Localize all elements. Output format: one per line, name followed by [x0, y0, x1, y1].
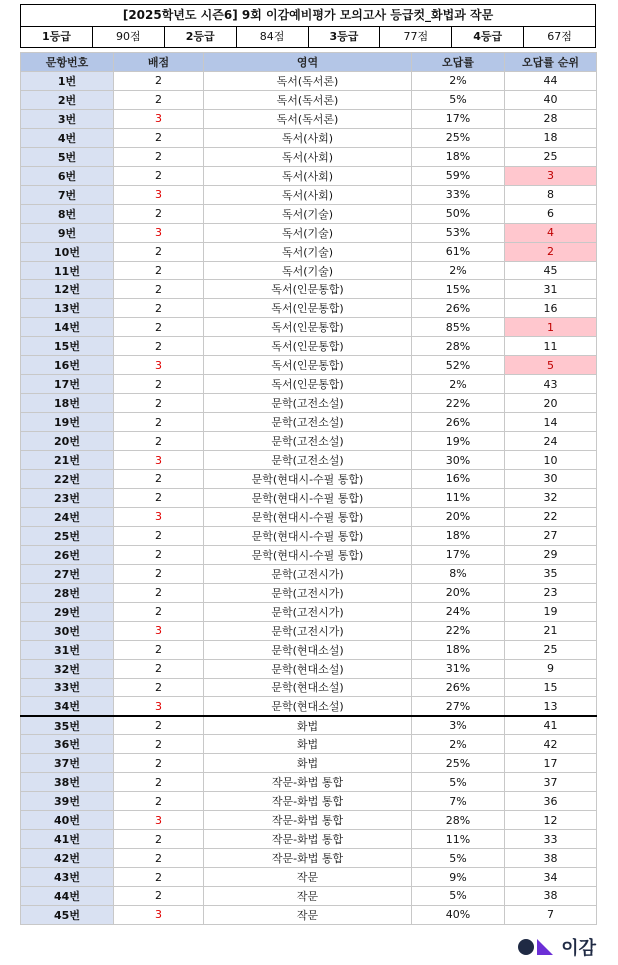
- points-cell: 3: [114, 507, 204, 526]
- error-rank-cell: 36: [505, 792, 597, 811]
- table-row: [21, 147, 597, 166]
- question-number-cell: 7번: [21, 185, 114, 204]
- table-body: [21, 72, 597, 925]
- error-rank-cell: 28: [505, 109, 597, 128]
- question-number-cell: 17번: [21, 375, 114, 394]
- table-row: [21, 621, 597, 640]
- error-rate-cell: 5%: [412, 90, 505, 109]
- question-number-cell: 33번: [21, 678, 114, 697]
- error-rate-cell: 25%: [412, 754, 505, 773]
- error-rate-cell: 31%: [412, 659, 505, 678]
- points-cell: 2: [114, 564, 204, 583]
- question-number-cell: 31번: [21, 640, 114, 659]
- error-rate-cell: 33%: [412, 185, 505, 204]
- error-rate-cell: 18%: [412, 640, 505, 659]
- question-number-cell: 19번: [21, 413, 114, 432]
- table-row: [21, 223, 597, 242]
- question-number-cell: 45번: [21, 905, 114, 924]
- area-cell: 문학(고전소설): [204, 451, 412, 470]
- error-rank-cell: 37: [505, 773, 597, 792]
- error-rank-cell: 1: [505, 318, 597, 337]
- error-rank-cell: 10: [505, 451, 597, 470]
- area-cell: 문학(현대시-수필 통합): [204, 545, 412, 564]
- page-title: [2025학년도 시즌6] 9회 이감예비평가 모의고사 등급컷_화법과 작문: [21, 5, 595, 27]
- question-number-cell: 41번: [21, 830, 114, 849]
- table-row: [21, 564, 597, 583]
- table-row: [21, 678, 597, 697]
- error-rate-cell: 30%: [412, 451, 505, 470]
- error-rate-cell: 53%: [412, 223, 505, 242]
- points-cell: 3: [114, 109, 204, 128]
- points-cell: 2: [114, 735, 204, 754]
- question-number-cell: 18번: [21, 394, 114, 413]
- table-row: [21, 470, 597, 489]
- table-row: [21, 318, 597, 337]
- question-number-cell: 42번: [21, 849, 114, 868]
- error-rank-cell: 32: [505, 488, 597, 507]
- question-number-cell: 24번: [21, 507, 114, 526]
- points-cell: 2: [114, 147, 204, 166]
- error-rank-cell: 19: [505, 602, 597, 621]
- area-cell: 문학(현대시-수필 통합): [204, 488, 412, 507]
- area-cell: 문학(현대시-수필 통합): [204, 470, 412, 489]
- column-header-question: 문항번호: [21, 53, 114, 72]
- error-rank-cell: 35: [505, 564, 597, 583]
- question-number-cell: 30번: [21, 621, 114, 640]
- grade-1-score: 90점: [93, 27, 165, 47]
- error-rank-cell: 20: [505, 394, 597, 413]
- error-rate-cell: 18%: [412, 526, 505, 545]
- area-cell: 작문-화법 통합: [204, 811, 412, 830]
- area-cell: 독서(기술): [204, 223, 412, 242]
- question-number-cell: 39번: [21, 792, 114, 811]
- error-rate-cell: 2%: [412, 261, 505, 280]
- points-cell: 2: [114, 413, 204, 432]
- error-rate-cell: 22%: [412, 621, 505, 640]
- error-rate-cell: 5%: [412, 773, 505, 792]
- question-number-cell: 25번: [21, 526, 114, 545]
- error-rank-cell: 45: [505, 261, 597, 280]
- area-cell: 문학(고전시가): [204, 564, 412, 583]
- table-row: [21, 185, 597, 204]
- table-row: [21, 583, 597, 602]
- question-number-cell: 11번: [21, 261, 114, 280]
- points-cell: 2: [114, 72, 204, 91]
- points-cell: 2: [114, 394, 204, 413]
- error-rate-cell: 15%: [412, 280, 505, 299]
- table-row: [21, 488, 597, 507]
- error-rank-cell: 16: [505, 299, 597, 318]
- question-number-cell: 34번: [21, 697, 114, 716]
- question-number-cell: 44번: [21, 886, 114, 905]
- points-cell: 2: [114, 678, 204, 697]
- area-cell: 문학(고전시가): [204, 583, 412, 602]
- area-cell: 작문-화법 통합: [204, 830, 412, 849]
- area-cell: 문학(고전소설): [204, 413, 412, 432]
- table-row: [21, 886, 597, 905]
- table-row: [21, 109, 597, 128]
- question-number-cell: 26번: [21, 545, 114, 564]
- table-row: [21, 905, 597, 924]
- error-rank-cell: 4: [505, 223, 597, 242]
- error-rate-cell: 85%: [412, 318, 505, 337]
- error-rank-cell: 14: [505, 413, 597, 432]
- table-row: [21, 451, 597, 470]
- area-cell: 문학(고전시가): [204, 621, 412, 640]
- error-rate-cell: 17%: [412, 109, 505, 128]
- area-cell: 독서(사회): [204, 185, 412, 204]
- area-cell: 화법: [204, 735, 412, 754]
- error-rate-cell: 16%: [412, 470, 505, 489]
- question-number-cell: 35번: [21, 716, 114, 735]
- error-rate-cell: 20%: [412, 583, 505, 602]
- points-cell: 2: [114, 659, 204, 678]
- points-cell: 2: [114, 337, 204, 356]
- question-number-cell: 1번: [21, 72, 114, 91]
- area-cell: 문학(현대소설): [204, 697, 412, 716]
- points-cell: 2: [114, 432, 204, 451]
- points-cell: 2: [114, 470, 204, 489]
- error-rank-cell: 27: [505, 526, 597, 545]
- table-row: [21, 526, 597, 545]
- table-row: [21, 432, 597, 451]
- question-number-cell: 27번: [21, 564, 114, 583]
- question-number-cell: 22번: [21, 470, 114, 489]
- error-rank-cell: 9: [505, 659, 597, 678]
- points-cell: 2: [114, 602, 204, 621]
- table-row: [21, 128, 597, 147]
- error-rank-cell: 8: [505, 185, 597, 204]
- area-cell: 독서(사회): [204, 128, 412, 147]
- points-cell: 2: [114, 716, 204, 735]
- area-cell: 문학(현대소설): [204, 678, 412, 697]
- error-rate-cell: 19%: [412, 432, 505, 451]
- error-rank-cell: 5: [505, 356, 597, 375]
- question-number-cell: 15번: [21, 337, 114, 356]
- error-rate-cell: 18%: [412, 147, 505, 166]
- points-cell: 2: [114, 280, 204, 299]
- area-cell: 독서(독서론): [204, 109, 412, 128]
- area-cell: 문학(현대소설): [204, 659, 412, 678]
- area-cell: 독서(인문통합): [204, 280, 412, 299]
- area-cell: 독서(사회): [204, 147, 412, 166]
- error-rate-cell: 61%: [412, 242, 505, 261]
- error-rank-cell: 25: [505, 640, 597, 659]
- points-cell: 2: [114, 375, 204, 394]
- error-rank-cell: 15: [505, 678, 597, 697]
- question-number-cell: 13번: [21, 299, 114, 318]
- error-rate-cell: 50%: [412, 204, 505, 223]
- points-cell: 2: [114, 204, 204, 223]
- error-rank-cell: 25: [505, 147, 597, 166]
- points-cell: 2: [114, 488, 204, 507]
- points-cell: 2: [114, 886, 204, 905]
- area-cell: 독서(기술): [204, 261, 412, 280]
- points-cell: 2: [114, 583, 204, 602]
- table-row: [21, 602, 597, 621]
- error-rank-cell: 42: [505, 735, 597, 754]
- points-cell: 2: [114, 754, 204, 773]
- area-cell: 독서(독서론): [204, 90, 412, 109]
- points-cell: 2: [114, 261, 204, 280]
- question-number-cell: 4번: [21, 128, 114, 147]
- error-rank-cell: 24: [505, 432, 597, 451]
- area-cell: 문학(현대시-수필 통합): [204, 507, 412, 526]
- area-cell: 문학(고전소설): [204, 394, 412, 413]
- points-cell: 2: [114, 526, 204, 545]
- column-header-points: 배점: [114, 53, 204, 72]
- points-cell: 3: [114, 223, 204, 242]
- error-rank-cell: 3: [505, 166, 597, 185]
- table-row: [21, 375, 597, 394]
- question-number-cell: 37번: [21, 754, 114, 773]
- error-rank-cell: 7: [505, 905, 597, 924]
- error-rank-cell: 34: [505, 868, 597, 887]
- question-number-cell: 12번: [21, 280, 114, 299]
- area-cell: 화법: [204, 716, 412, 735]
- points-cell: 3: [114, 905, 204, 924]
- area-cell: 독서(기술): [204, 242, 412, 261]
- table-row: [21, 659, 597, 678]
- question-number-cell: 3번: [21, 109, 114, 128]
- table-row: [21, 299, 597, 318]
- question-number-cell: 20번: [21, 432, 114, 451]
- table-row: [21, 811, 597, 830]
- error-rate-cell: 11%: [412, 830, 505, 849]
- points-cell: 2: [114, 868, 204, 887]
- error-rank-cell: 30: [505, 470, 597, 489]
- error-rank-cell: 12: [505, 811, 597, 830]
- error-rank-cell: 40: [505, 90, 597, 109]
- error-rank-cell: 11: [505, 337, 597, 356]
- error-rate-cell: 11%: [412, 488, 505, 507]
- area-cell: 작문-화법 통합: [204, 792, 412, 811]
- logo-mark-icon: [517, 937, 557, 957]
- area-cell: 문학(현대소설): [204, 640, 412, 659]
- table-row: [21, 413, 597, 432]
- error-rate-cell: 25%: [412, 128, 505, 147]
- points-cell: 2: [114, 242, 204, 261]
- logo-brand-text: 이감: [561, 938, 596, 959]
- table-row: [21, 337, 597, 356]
- error-rank-cell: 2: [505, 242, 597, 261]
- grade-cut-header: [20, 4, 596, 48]
- points-cell: 3: [114, 811, 204, 830]
- area-cell: 독서(인문통합): [204, 318, 412, 337]
- error-rate-cell: 26%: [412, 413, 505, 432]
- error-rank-cell: 38: [505, 849, 597, 868]
- error-rank-cell: 33: [505, 830, 597, 849]
- points-cell: 2: [114, 90, 204, 109]
- area-cell: 독서(기술): [204, 204, 412, 223]
- points-cell: 2: [114, 792, 204, 811]
- points-cell: 3: [114, 697, 204, 716]
- points-cell: 3: [114, 356, 204, 375]
- grade-2-score: 84점: [237, 27, 309, 47]
- error-rate-cell: 22%: [412, 394, 505, 413]
- area-cell: 독서(인문통합): [204, 299, 412, 318]
- error-rank-cell: 41: [505, 716, 597, 735]
- error-rate-cell: 3%: [412, 716, 505, 735]
- error-rank-cell: 43: [505, 375, 597, 394]
- area-cell: 문학(고전시가): [204, 602, 412, 621]
- error-rate-cell: 9%: [412, 868, 505, 887]
- error-rank-cell: 18: [505, 128, 597, 147]
- points-cell: 3: [114, 621, 204, 640]
- question-number-cell: 40번: [21, 811, 114, 830]
- table-row: [21, 716, 597, 735]
- table-row: [21, 545, 597, 564]
- error-rate-cell: 24%: [412, 602, 505, 621]
- error-rank-cell: 44: [505, 72, 597, 91]
- points-cell: 3: [114, 451, 204, 470]
- area-cell: 독서(독서론): [204, 72, 412, 91]
- error-rank-cell: 22: [505, 507, 597, 526]
- question-number-cell: 43번: [21, 868, 114, 887]
- area-cell: 작문: [204, 886, 412, 905]
- points-cell: 2: [114, 318, 204, 337]
- area-cell: 작문: [204, 905, 412, 924]
- error-rate-cell: 5%: [412, 886, 505, 905]
- table-row: [21, 640, 597, 659]
- table-row: [21, 242, 597, 261]
- question-number-cell: 29번: [21, 602, 114, 621]
- points-cell: 2: [114, 128, 204, 147]
- area-cell: 문학(고전소설): [204, 432, 412, 451]
- question-number-cell: 6번: [21, 166, 114, 185]
- error-rate-cell: 17%: [412, 545, 505, 564]
- area-cell: 작문-화법 통합: [204, 849, 412, 868]
- question-number-cell: 9번: [21, 223, 114, 242]
- points-cell: 2: [114, 299, 204, 318]
- grade-4-score: 67점: [547, 30, 572, 43]
- question-number-cell: 5번: [21, 147, 114, 166]
- question-number-cell: 14번: [21, 318, 114, 337]
- grade-1-label: 1등급: [21, 27, 93, 47]
- grade-3-score: 77점: [380, 27, 452, 47]
- error-rank-cell: 31: [505, 280, 597, 299]
- grade-4-label: 4등급: [452, 27, 524, 47]
- table-row: [21, 868, 597, 887]
- error-rate-cell: 7%: [412, 792, 505, 811]
- points-cell: 2: [114, 166, 204, 185]
- table-row: [21, 394, 597, 413]
- area-cell: 화법: [204, 754, 412, 773]
- error-rate-cell: 26%: [412, 299, 505, 318]
- question-number-cell: 32번: [21, 659, 114, 678]
- table-row: [21, 204, 597, 223]
- error-rate-cell: 2%: [412, 72, 505, 91]
- error-rate-cell: 52%: [412, 356, 505, 375]
- error-rate-cell: 40%: [412, 905, 505, 924]
- question-number-cell: 16번: [21, 356, 114, 375]
- error-rank-cell: 17: [505, 754, 597, 773]
- column-header-error-rate: 오답률: [412, 53, 505, 72]
- error-rank-cell: 38: [505, 886, 597, 905]
- column-header-error-rank: 오답률 순위: [505, 53, 597, 72]
- table-row: [21, 697, 597, 716]
- error-rate-cell: 2%: [412, 735, 505, 754]
- grade-2-label: 2등급: [165, 27, 237, 47]
- points-cell: 3: [114, 185, 204, 204]
- error-rank-cell: 29: [505, 545, 597, 564]
- error-rate-cell: 5%: [412, 849, 505, 868]
- table-row: [21, 90, 597, 109]
- error-rank-cell: 21: [505, 621, 597, 640]
- question-number-cell: 2번: [21, 90, 114, 109]
- error-rate-cell: 27%: [412, 697, 505, 716]
- table-row: [21, 792, 597, 811]
- points-cell: 2: [114, 830, 204, 849]
- error-rank-cell: 23: [505, 583, 597, 602]
- area-cell: 독서(인문통합): [204, 337, 412, 356]
- question-number-cell: 38번: [21, 773, 114, 792]
- table-row: [21, 830, 597, 849]
- table-row: [21, 166, 597, 185]
- table-row: [21, 280, 597, 299]
- question-number-cell: 10번: [21, 242, 114, 261]
- points-cell: 2: [114, 849, 204, 868]
- area-cell: 작문-화법 통합: [204, 773, 412, 792]
- points-cell: 2: [114, 773, 204, 792]
- table-row: [21, 735, 597, 754]
- error-rank-cell: 6: [505, 204, 597, 223]
- area-cell: 문학(현대시-수필 통합): [204, 526, 412, 545]
- table-row: [21, 507, 597, 526]
- error-rate-cell: 2%: [412, 375, 505, 394]
- table-row: [21, 72, 597, 91]
- error-rate-cell: 20%: [412, 507, 505, 526]
- area-cell: 독서(인문통합): [204, 375, 412, 394]
- grade-3-label: 3등급: [309, 27, 381, 47]
- question-number-cell: 36번: [21, 735, 114, 754]
- table-row: [21, 261, 597, 280]
- error-rate-cell: 26%: [412, 678, 505, 697]
- area-cell: 독서(인문통합): [204, 356, 412, 375]
- error-rate-cell: 59%: [412, 166, 505, 185]
- table-row: [21, 849, 597, 868]
- column-header-area: 영역: [204, 53, 412, 72]
- question-number-cell: 21번: [21, 451, 114, 470]
- area-cell: 작문: [204, 868, 412, 887]
- table-row: [21, 754, 597, 773]
- question-number-cell: 28번: [21, 583, 114, 602]
- error-rate-cell: 28%: [412, 337, 505, 356]
- grade-cut-row: [21, 27, 595, 47]
- question-stats-table: [20, 52, 597, 925]
- table-row: [21, 356, 597, 375]
- error-rate-cell: 8%: [412, 564, 505, 583]
- question-number-cell: 23번: [21, 488, 114, 507]
- table-row: [21, 773, 597, 792]
- table-header-row: [21, 53, 597, 72]
- igam-logo: [517, 934, 596, 960]
- points-cell: 2: [114, 545, 204, 564]
- area-cell: 독서(사회): [204, 166, 412, 185]
- points-cell: 2: [114, 640, 204, 659]
- error-rank-cell: 13: [505, 697, 597, 716]
- error-rate-cell: 28%: [412, 811, 505, 830]
- question-number-cell: 8번: [21, 204, 114, 223]
